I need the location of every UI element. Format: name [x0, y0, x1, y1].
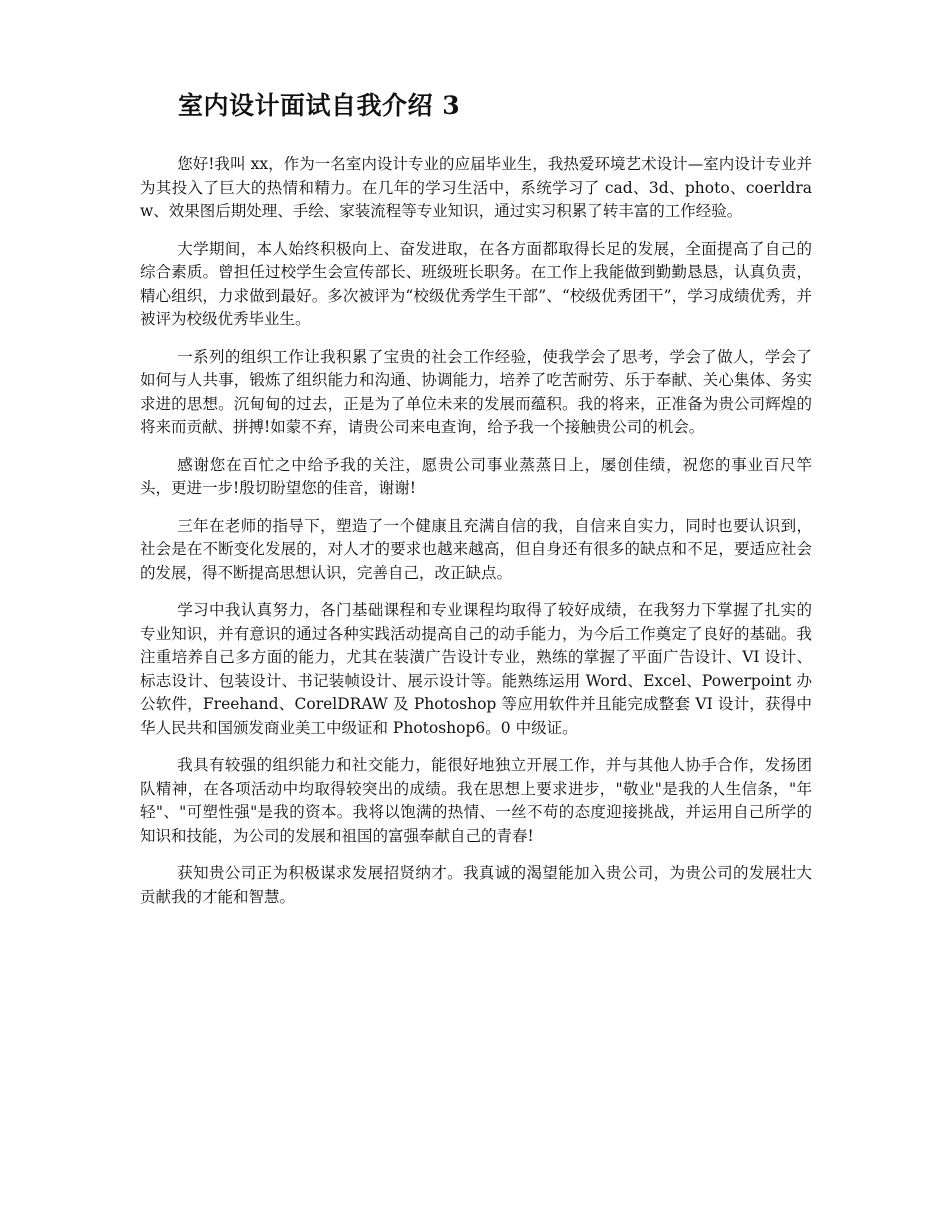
paragraph-4: 感谢您在百忙之中给予我的关注，愿贵公司事业蒸蒸日上，屡创佳绩，祝您的事业百尺竿头，更进一步!殷切盼望您的佳音，谢谢! — [140, 455, 812, 497]
paragraph-2: 大学期间，本人始终积极向上、奋发进取，在各方面都取得长足的发展，全面提高了自己的综合素质。曾担任过校学生会宣传部长、班级班长职务。在工作上我能做到勤勤恳恳，认真负责，精心组织，力求做到最好。多次被评为“校级优秀学生干部”、“校级优秀团干”，学习成绩优秀，并被评为校级优秀毕业生。 — [140, 239, 812, 328]
paragraph-3: 一系列的组织工作让我积累了宝贵的社会工作经验，使我学会了思考，学会了做人，学会了如何与人共事，锻炼了组织能力和沟通、协调能力，培养了吃苦耐劳、乐于奉献、关心集体、务实求进的思想。沉甸甸的过去，正是为了单位未来的发展而蕴积。我的将来，正准备为贵公司辉煌的将来而贡献、拼搏!如蒙不弃，请贵公司来电查询，给予我一个接触贵公司的机会。 — [140, 347, 812, 436]
paragraph-7: 我具有较强的组织能力和社交能力，能很好地独立开展工作，并与其他人协手合作，发扬团队精神，在各项活动中均取得较突出的成绩。我在思想上要求进步，"敬业"是我的人生信条，"年轻"、"可塑性强"是我的资本。我将以饱满的热情、一丝不苟的态度迎接挑战，并运用自己所学的知识和技能，为公司的发展和祖国的富强奉献自己的青春! — [140, 756, 812, 845]
paragraph-1: 您好!我叫 xx，作为一名室内设计专业的应届毕业生，我热爱环境艺术设计—室内设计专业并为其投入了巨大的热情和精力。在几年的学习生活中，系统学习了 cad、3d、photo、coerldraw、效果图后期处理、手绘、家装流程等专业知识，通过实习积累了转丰富的工作经验。 — [140, 155, 812, 220]
paragraph-8: 获知贵公司正为积极谋求发展招贤纳才。我真诚的渴望能加入贵公司，为贵公司的发展壮大贡献我的才能和智慧。 — [140, 864, 812, 906]
paragraph-6: 学习中我认真努力，各门基础课程和专业课程均取得了较好成绩，在我努力下掌握了扎实的专业知识，并有意识的通过各种实践活动提高自己的动手能力，为今后工作奠定了良好的基础。我注重培养自己多方面的能力，尤其在装潢广告设计专业，熟练的掌握了平面广告设计、VI 设计、标志设计、包装设计、书记装帧设计、展示设计等。能熟练运用 Word、Excel、Powerpoint 办公软件，Freehand、CorelDRAW 及 Photoshop 等应用软件并且能完成整套 VI 设计，获得中华人民共和国颁发商业美工中级证和 Photoshop6。0 中级证。 — [140, 601, 812, 737]
document-body — [140, 153, 812, 923]
document-title: 室内设计面试自我介绍 3 — [178, 91, 461, 120]
paragraph-5: 三年在老师的指导下，塑造了一个健康且充满自信的我，自信来自实力，同时也要认识到，社会是在不断变化发展的，对人才的要求也越来越高，但自身还有很多的缺点和不足，要适应社会的发展，得不断提高思想认识，完善自己，改正缺点。 — [140, 516, 812, 582]
